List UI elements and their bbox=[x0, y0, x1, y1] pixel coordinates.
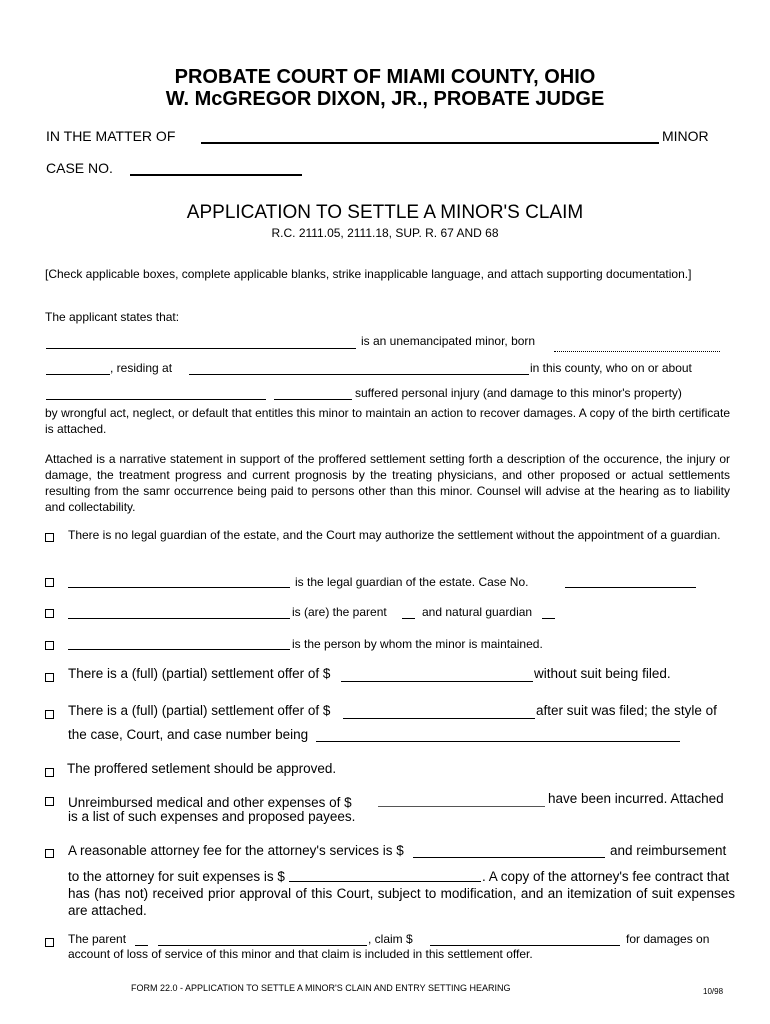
parent-claim-line2: account of loss of service of this minor and that claim is included in this settlement offer. bbox=[68, 947, 533, 961]
medical-expenses-line2: is a list of such expenses and proposed payees. bbox=[68, 809, 356, 824]
parent-claim-checkbox[interactable] bbox=[45, 938, 54, 947]
injury-date-field[interactable] bbox=[46, 399, 266, 400]
minor-name-field[interactable] bbox=[46, 348, 356, 349]
offer-no-suit-checkbox[interactable] bbox=[45, 673, 54, 682]
document-title: APPLICATION TO SETTLE A MINOR'S CLAIM bbox=[186, 202, 584, 223]
approve-checkbox[interactable] bbox=[45, 768, 54, 777]
natural-guardian-text: and natural guardian bbox=[422, 605, 533, 619]
case-style-field[interactable] bbox=[316, 741, 680, 742]
suit-expenses-amount-field[interactable] bbox=[289, 881, 481, 882]
legal-guardian-name-field[interactable] bbox=[68, 587, 290, 588]
parent-claim-mark-field[interactable] bbox=[135, 945, 148, 946]
form-footer: FORM 22.0 - APPLICATION TO SETTLE A MINOR'S CLAIN AND ENTRY SETTING HEARING bbox=[131, 983, 511, 993]
fee-approval-text: has (has not) received prior approval of this Court, subject to modification, and an itemization of suit expenses are attached. bbox=[68, 886, 735, 918]
parent-mark-field[interactable] bbox=[402, 618, 415, 619]
natural-guardian-mark-field[interactable] bbox=[542, 618, 555, 619]
statute-reference: R.C. 2111.05, 2111.18, SUP. R. 67 AND 68 bbox=[271, 226, 499, 240]
medical-expenses-checkbox[interactable] bbox=[45, 797, 54, 806]
birth-date-field[interactable] bbox=[554, 351, 720, 352]
court-name: PROBATE COURT OF MIAMI COUNTY, OHIO bbox=[174, 66, 596, 88]
offer-after-suit-text: There is a (full) (partial) settlement offer of $ bbox=[68, 703, 331, 718]
no-guardian-text: There is no legal guardian of the estate, and the Court may authorize the settlement without the appointment of a guardian. bbox=[68, 528, 721, 542]
offer-no-suit-text: There is a (full) (partial) settlement offer of $ bbox=[68, 666, 331, 681]
unemancipated-text: is an unemancipated minor, born bbox=[361, 334, 536, 348]
offer-after-suit-amount-field[interactable] bbox=[343, 718, 535, 719]
matter-label: IN THE MATTER OF bbox=[46, 128, 176, 144]
parent-claim-amount-field[interactable] bbox=[430, 945, 620, 946]
parent-claim-amount-label: , claim $ bbox=[368, 932, 413, 946]
parent-text: is (are) the parent bbox=[292, 605, 387, 619]
no-guardian-checkbox[interactable] bbox=[45, 533, 54, 542]
case-no-field[interactable] bbox=[130, 174, 302, 176]
fee-contract-text: . A copy of the attorney's fee contract that bbox=[482, 869, 730, 884]
parent-name-field[interactable] bbox=[68, 618, 290, 619]
parent-claim-text: The parent bbox=[68, 932, 127, 946]
offer-no-suit-suffix: without suit being filed. bbox=[534, 666, 671, 681]
legal-guardian-text: is the legal guardian of the estate. Case No. bbox=[295, 575, 529, 589]
residence-field[interactable] bbox=[189, 374, 529, 375]
applicant-states: The applicant states that: bbox=[45, 310, 180, 324]
suit-expenses-text: to the attorney for suit expenses is $ bbox=[68, 869, 285, 884]
matter-name-field[interactable] bbox=[201, 142, 659, 144]
medical-expenses-text: Unreimbursed medical and other expenses of $ bbox=[68, 795, 352, 810]
narrative-text: Attached is a narrative statement in support of the proffered settlement setting forth a description of the occurence, the injury or damage, the treatment progress and current prognosis by the treating physicians, and other proposed or actual settlements resulting from the samr occurrence being paid to persons other than this minor. Counsel will advise at the hearing as to liability and collectability. bbox=[45, 452, 730, 514]
attorney-fee-checkbox[interactable] bbox=[45, 849, 54, 858]
instructions: [Check applicable boxes, complete applicable blanks, strike inapplicable language, and attach supporting documentation.] bbox=[45, 267, 692, 281]
residing-text: , residing at bbox=[110, 361, 173, 375]
parent-checkbox[interactable] bbox=[45, 609, 54, 618]
medical-expenses-suffix: have been incurred. Attached bbox=[548, 791, 724, 806]
parent-claim-name-field[interactable] bbox=[158, 945, 367, 946]
case-style-text: the case, Court, and case number being bbox=[68, 727, 309, 742]
injury-year-field[interactable] bbox=[274, 399, 352, 400]
wrongful-act-text: by wrongful act, neglect, or default that entitles this minor to maintain an action to recover damages. A copy of the birth certificate is attached. bbox=[45, 406, 730, 436]
offer-no-suit-amount-field[interactable] bbox=[341, 681, 533, 682]
birth-year-field[interactable] bbox=[46, 374, 110, 375]
suffered-text: suffered personal injury (and damage to this minor's property) bbox=[355, 386, 682, 400]
form-date: 10/98 bbox=[703, 987, 724, 996]
offer-after-suit-suffix: after suit was filed; the style of bbox=[536, 703, 717, 718]
case-no-label: CASE NO. bbox=[46, 160, 113, 176]
attorney-fee-amount-field[interactable] bbox=[413, 857, 605, 858]
approve-text: The proffered setlement should be approved. bbox=[67, 761, 337, 776]
attorney-fee-suffix: and reimbursement bbox=[610, 843, 727, 858]
maintainer-name-field[interactable] bbox=[68, 649, 290, 650]
maintained-text: is the person by whom the minor is maintained. bbox=[292, 637, 543, 651]
minor-label: MINOR bbox=[662, 128, 709, 144]
attorney-fee-text: A reasonable attorney fee for the attorney's services is $ bbox=[68, 843, 404, 858]
medical-expenses-amount-field[interactable] bbox=[378, 806, 545, 807]
guardian-case-no-field[interactable] bbox=[565, 587, 696, 588]
offer-after-suit-checkbox[interactable] bbox=[45, 710, 54, 719]
judge-name: W. McGREGOR DIXON, JR., PROBATE JUDGE bbox=[165, 88, 605, 110]
legal-guardian-checkbox[interactable] bbox=[45, 578, 54, 587]
maintained-checkbox[interactable] bbox=[45, 641, 54, 650]
county-text: in this county, who on or about bbox=[530, 361, 692, 375]
parent-claim-suffix: for damages on bbox=[626, 932, 710, 946]
